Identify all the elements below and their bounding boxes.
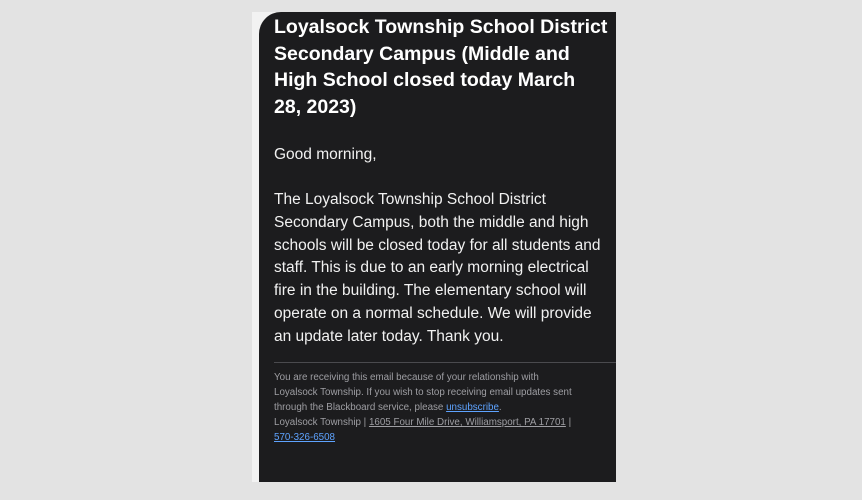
footer-line-5 <box>274 430 616 445</box>
unsubscribe-link[interactable]: unsubscribe <box>446 402 499 413</box>
address-link[interactable]: 1605 Four Mile Drive, Williamsport, PA 17701 <box>368 417 566 428</box>
email-footer <box>274 370 616 445</box>
footer-separator: | <box>360 417 369 428</box>
footer-line-4 <box>274 415 616 430</box>
footer-unsubscribe-prefix: through the Blackboard service, please <box>274 402 447 413</box>
email-greeting: Good morning, <box>274 146 377 163</box>
footer-line-1: You are receiving this email because of your relationship with <box>274 372 539 383</box>
phone-link[interactable]: 570-326-6508 <box>274 432 336 443</box>
footer-unsubscribe-suffix: . <box>498 402 502 413</box>
email-body-paragraph: The Loyalsock Township School District Secondary Campus, both the middle and high schools will be closed today for all students and staff. This is due to an early morning electrical fire in the building. The elementary school will operate on a normal schedule. We will provide an update later today. Thank you. <box>274 191 601 345</box>
phone-screen <box>252 12 616 482</box>
email-message-body <box>259 12 616 482</box>
footer-line-2: Loyalsock Township. If you wish to stop receiving email updates sent <box>274 387 572 398</box>
email-subject-heading: Loyalsock Township School District Secondary Campus (Middle and High School closed today March 28, 2023) <box>274 16 608 118</box>
footer-org-name: Loyalsock Township <box>274 417 361 428</box>
footer-divider <box>274 362 616 363</box>
footer-address-trail: | <box>565 417 572 428</box>
footer-line-3 <box>274 400 616 415</box>
